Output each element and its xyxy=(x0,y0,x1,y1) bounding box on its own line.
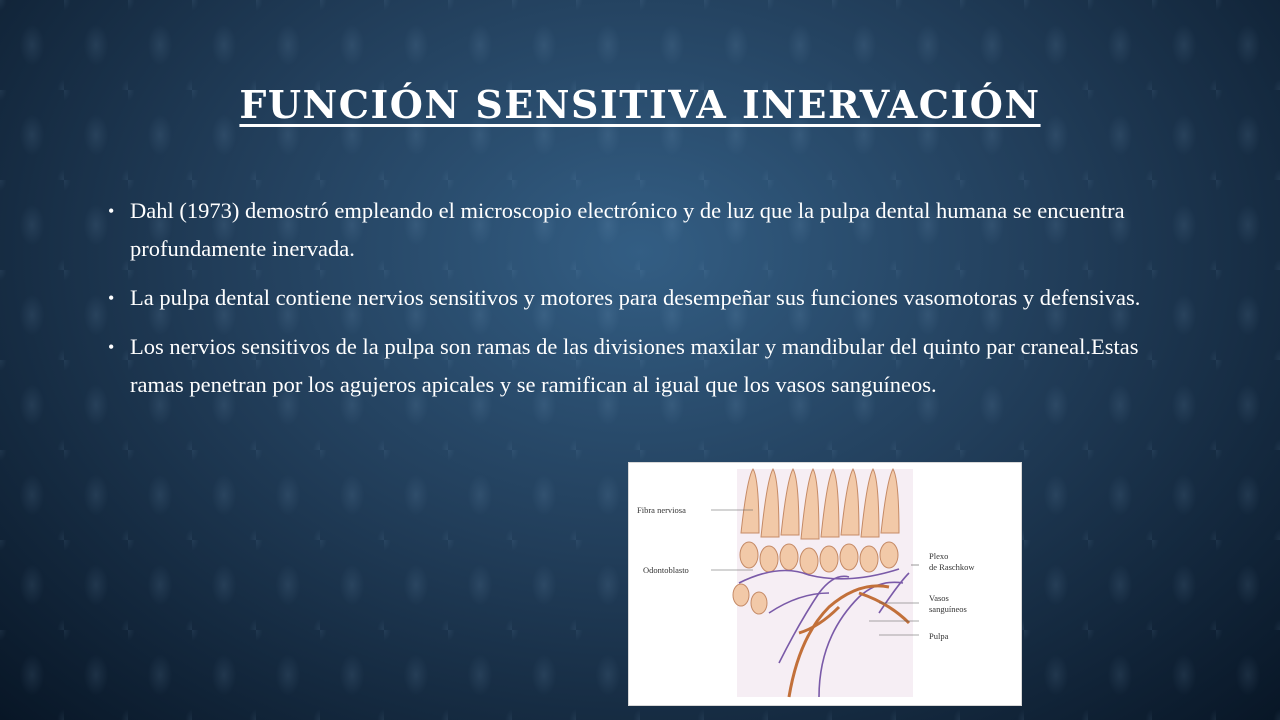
bullet-dot-icon: • xyxy=(108,288,115,308)
label-raschkow: de Raschkow xyxy=(929,562,975,572)
bullet-text: La pulpa dental contiene nervios sensitivos y motores para desempeñar sus funciones vasomotoras y defensivas. xyxy=(130,285,1141,310)
bullet-item xyxy=(108,279,1188,317)
bullet-dot-icon: • xyxy=(108,337,115,357)
label-odontoblasto: Odontoblasto xyxy=(643,565,689,575)
label-sanguineos: sanguíneos xyxy=(929,604,967,614)
slide-title-container xyxy=(0,82,1280,127)
slide-title: FUNCIÓN SENSITIVA INERVACIÓN xyxy=(239,82,1041,127)
label-pulpa: Pulpa xyxy=(929,631,949,641)
bullet-item xyxy=(108,192,1188,268)
bullet-text: Los nervios sensitivos de la pulpa son ramas de las divisiones maxilar y mandibular del quinto par craneal.Estas ramas penetran por los agujeros apicales y se ramifican al igual que los vasos sanguíneos. xyxy=(130,334,1139,397)
bullet-text: Dahl (1973) demostró empleando el microscopio electrónico y de luz que la pulpa dental humana se encuentra profundamente inervada. xyxy=(130,198,1125,261)
pulp-innervation-diagram xyxy=(628,462,1022,706)
bullet-list xyxy=(108,192,1188,415)
label-fibra-nerviosa: Fibra nerviosa xyxy=(637,505,686,515)
label-vasos: Vasos xyxy=(929,593,949,603)
bullet-item xyxy=(108,328,1188,404)
bullet-dot-icon: • xyxy=(108,201,115,221)
diagram-svg xyxy=(629,463,1021,705)
label-plexo: Plexo xyxy=(929,551,949,561)
